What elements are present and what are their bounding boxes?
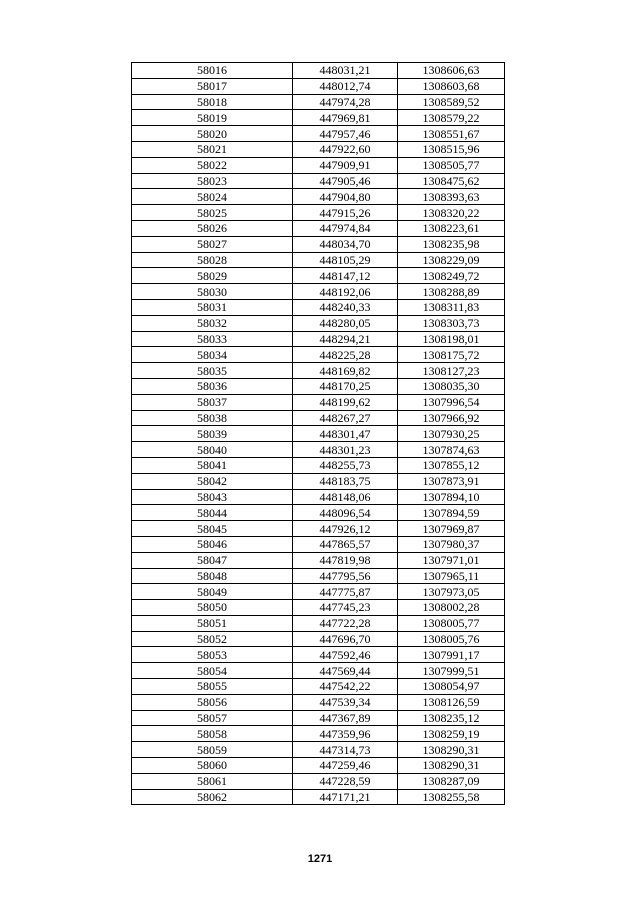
x-coordinate-cell: 447915,26 (293, 205, 398, 221)
x-coordinate-cell: 447539,34 (293, 694, 398, 710)
y-coordinate-cell: 1307980,37 (398, 536, 505, 552)
table-row (132, 600, 505, 616)
x-coordinate-cell: 448148,06 (293, 489, 398, 505)
y-coordinate-cell: 1308198,01 (398, 331, 505, 347)
point-id-cell: 58039 (132, 426, 293, 442)
table-row (132, 505, 505, 521)
table-row (132, 473, 505, 489)
point-id-cell: 58029 (132, 268, 293, 284)
x-coordinate-cell: 448096,54 (293, 505, 398, 521)
table-row (132, 236, 505, 252)
y-coordinate-cell: 1308054,97 (398, 679, 505, 695)
point-id-cell: 58047 (132, 552, 293, 568)
y-coordinate-cell: 1308393,63 (398, 189, 505, 205)
y-coordinate-cell: 1308229,09 (398, 252, 505, 268)
x-coordinate-cell: 447228,59 (293, 773, 398, 789)
point-id-cell: 58024 (132, 189, 293, 205)
point-id-cell: 58032 (132, 315, 293, 331)
point-id-cell: 58040 (132, 442, 293, 458)
y-coordinate-cell: 1308126,59 (398, 694, 505, 710)
table-row (132, 157, 505, 173)
point-id-cell: 58031 (132, 299, 293, 315)
y-coordinate-cell: 1307873,91 (398, 473, 505, 489)
y-coordinate-cell: 1308288,89 (398, 284, 505, 300)
table-row (132, 410, 505, 426)
point-id-cell: 58021 (132, 141, 293, 157)
y-coordinate-cell: 1308223,61 (398, 220, 505, 236)
table-row (132, 331, 505, 347)
point-id-cell: 58048 (132, 568, 293, 584)
point-id-cell: 58051 (132, 615, 293, 631)
y-coordinate-cell: 1307894,10 (398, 489, 505, 505)
x-coordinate-cell: 448301,47 (293, 426, 398, 442)
x-coordinate-cell: 448255,73 (293, 457, 398, 473)
table-row (132, 710, 505, 726)
x-coordinate-cell: 447926,12 (293, 521, 398, 537)
table-row (132, 631, 505, 647)
x-coordinate-cell: 447969,81 (293, 110, 398, 126)
point-id-cell: 58018 (132, 94, 293, 110)
y-coordinate-cell: 1307991,17 (398, 647, 505, 663)
y-coordinate-cell: 1308175,72 (398, 347, 505, 363)
table-row (132, 141, 505, 157)
x-coordinate-cell: 448280,05 (293, 315, 398, 331)
y-coordinate-cell: 1308259,19 (398, 726, 505, 742)
y-coordinate-cell: 1307999,51 (398, 663, 505, 679)
table-row (132, 726, 505, 742)
x-coordinate-cell: 447795,56 (293, 568, 398, 584)
point-id-cell: 58057 (132, 710, 293, 726)
table-row (132, 63, 505, 79)
x-coordinate-cell: 447957,46 (293, 126, 398, 142)
point-id-cell: 58025 (132, 205, 293, 221)
y-coordinate-cell: 1308287,09 (398, 773, 505, 789)
y-coordinate-cell: 1307930,25 (398, 426, 505, 442)
x-coordinate-cell: 448267,27 (293, 410, 398, 426)
y-coordinate-cell: 1307973,05 (398, 584, 505, 600)
y-coordinate-cell: 1307874,63 (398, 442, 505, 458)
table-row (132, 205, 505, 221)
x-coordinate-cell: 447259,46 (293, 758, 398, 774)
x-coordinate-cell: 447775,87 (293, 584, 398, 600)
point-id-cell: 58044 (132, 505, 293, 521)
y-coordinate-cell: 1308235,12 (398, 710, 505, 726)
point-id-cell: 58061 (132, 773, 293, 789)
y-coordinate-cell: 1308551,67 (398, 126, 505, 142)
point-id-cell: 58050 (132, 600, 293, 616)
point-id-cell: 58020 (132, 126, 293, 142)
table-row (132, 679, 505, 695)
x-coordinate-cell: 447745,23 (293, 600, 398, 616)
table-row (132, 173, 505, 189)
x-coordinate-cell: 447905,46 (293, 173, 398, 189)
x-coordinate-cell: 448031,21 (293, 63, 398, 79)
table-row (132, 584, 505, 600)
point-id-cell: 58027 (132, 236, 293, 252)
y-coordinate-cell: 1308475,62 (398, 173, 505, 189)
y-coordinate-cell: 1307996,54 (398, 394, 505, 410)
point-id-cell: 58019 (132, 110, 293, 126)
table-row (132, 394, 505, 410)
x-coordinate-cell: 448012,74 (293, 78, 398, 94)
x-coordinate-cell: 448192,06 (293, 284, 398, 300)
table-row (132, 489, 505, 505)
point-id-cell: 58058 (132, 726, 293, 742)
y-coordinate-cell: 1308290,31 (398, 742, 505, 758)
x-coordinate-cell: 447569,44 (293, 663, 398, 679)
y-coordinate-cell: 1308320,22 (398, 205, 505, 221)
x-coordinate-cell: 447542,22 (293, 679, 398, 695)
table-row (132, 94, 505, 110)
point-id-cell: 58022 (132, 157, 293, 173)
point-id-cell: 58016 (132, 63, 293, 79)
coordinates-table-body (132, 63, 505, 805)
x-coordinate-cell: 447171,21 (293, 789, 398, 805)
table-row (132, 363, 505, 379)
x-coordinate-cell: 448225,28 (293, 347, 398, 363)
point-id-cell: 58035 (132, 363, 293, 379)
point-id-cell: 58042 (132, 473, 293, 489)
x-coordinate-cell: 448169,82 (293, 363, 398, 379)
table-row (132, 252, 505, 268)
y-coordinate-cell: 1308589,52 (398, 94, 505, 110)
x-coordinate-cell: 448105,29 (293, 252, 398, 268)
table-row (132, 568, 505, 584)
x-coordinate-cell: 448034,70 (293, 236, 398, 252)
table-row (132, 521, 505, 537)
y-coordinate-cell: 1307966,92 (398, 410, 505, 426)
point-id-cell: 58054 (132, 663, 293, 679)
point-id-cell: 58017 (132, 78, 293, 94)
point-id-cell: 58046 (132, 536, 293, 552)
table-row (132, 378, 505, 394)
point-id-cell: 58030 (132, 284, 293, 300)
x-coordinate-cell: 448294,21 (293, 331, 398, 347)
x-coordinate-cell: 447367,89 (293, 710, 398, 726)
point-id-cell: 58036 (132, 378, 293, 394)
point-id-cell: 58028 (132, 252, 293, 268)
point-id-cell: 58060 (132, 758, 293, 774)
y-coordinate-cell: 1307969,87 (398, 521, 505, 537)
x-coordinate-cell: 447974,84 (293, 220, 398, 236)
y-coordinate-cell: 1308290,31 (398, 758, 505, 774)
table-row (132, 220, 505, 236)
table-row (132, 299, 505, 315)
point-id-cell: 58043 (132, 489, 293, 505)
table-row (132, 126, 505, 142)
y-coordinate-cell: 1308603,68 (398, 78, 505, 94)
y-coordinate-cell: 1307894,59 (398, 505, 505, 521)
point-id-cell: 58045 (132, 521, 293, 537)
table-row (132, 426, 505, 442)
coordinates-table (131, 62, 505, 805)
table-row (132, 773, 505, 789)
point-id-cell: 58049 (132, 584, 293, 600)
x-coordinate-cell: 447696,70 (293, 631, 398, 647)
point-id-cell: 58033 (132, 331, 293, 347)
x-coordinate-cell: 447974,28 (293, 94, 398, 110)
table-row (132, 758, 505, 774)
point-id-cell: 58023 (132, 173, 293, 189)
x-coordinate-cell: 447909,91 (293, 157, 398, 173)
point-id-cell: 58026 (132, 220, 293, 236)
table-row (132, 552, 505, 568)
y-coordinate-cell: 1308127,23 (398, 363, 505, 379)
table-row (132, 789, 505, 805)
y-coordinate-cell: 1308579,22 (398, 110, 505, 126)
y-coordinate-cell: 1308311,83 (398, 299, 505, 315)
point-id-cell: 58055 (132, 679, 293, 695)
y-coordinate-cell: 1308515,96 (398, 141, 505, 157)
y-coordinate-cell: 1308005,76 (398, 631, 505, 647)
y-coordinate-cell: 1308235,98 (398, 236, 505, 252)
table-row (132, 663, 505, 679)
point-id-cell: 58034 (132, 347, 293, 363)
x-coordinate-cell: 447819,98 (293, 552, 398, 568)
x-coordinate-cell: 448240,33 (293, 299, 398, 315)
table-row (132, 442, 505, 458)
x-coordinate-cell: 447592,46 (293, 647, 398, 663)
x-coordinate-cell: 448199,62 (293, 394, 398, 410)
x-coordinate-cell: 447722,28 (293, 615, 398, 631)
table-row (132, 536, 505, 552)
x-coordinate-cell: 447314,73 (293, 742, 398, 758)
x-coordinate-cell: 447359,96 (293, 726, 398, 742)
x-coordinate-cell: 448183,75 (293, 473, 398, 489)
x-coordinate-cell: 448147,12 (293, 268, 398, 284)
y-coordinate-cell: 1308249,72 (398, 268, 505, 284)
y-coordinate-cell: 1307965,11 (398, 568, 505, 584)
y-coordinate-cell: 1307855,12 (398, 457, 505, 473)
point-id-cell: 58037 (132, 394, 293, 410)
table-row (132, 457, 505, 473)
point-id-cell: 58059 (132, 742, 293, 758)
point-id-cell: 58052 (132, 631, 293, 647)
table-row (132, 647, 505, 663)
y-coordinate-cell: 1307971,01 (398, 552, 505, 568)
point-id-cell: 58041 (132, 457, 293, 473)
x-coordinate-cell: 447922,60 (293, 141, 398, 157)
page-number: 1271 (307, 853, 333, 865)
y-coordinate-cell: 1308303,73 (398, 315, 505, 331)
table-row (132, 615, 505, 631)
y-coordinate-cell: 1308255,58 (398, 789, 505, 805)
x-coordinate-cell: 448301,23 (293, 442, 398, 458)
point-id-cell: 58038 (132, 410, 293, 426)
table-row (132, 78, 505, 94)
point-id-cell: 58053 (132, 647, 293, 663)
table-row (132, 189, 505, 205)
y-coordinate-cell: 1308035,30 (398, 378, 505, 394)
point-id-cell: 58056 (132, 694, 293, 710)
table-row (132, 110, 505, 126)
y-coordinate-cell: 1308505,77 (398, 157, 505, 173)
y-coordinate-cell: 1308005,77 (398, 615, 505, 631)
table-row (132, 742, 505, 758)
y-coordinate-cell: 1308002,28 (398, 600, 505, 616)
table-row (132, 315, 505, 331)
table-row (132, 347, 505, 363)
table-row (132, 694, 505, 710)
y-coordinate-cell: 1308606,63 (398, 63, 505, 79)
x-coordinate-cell: 447865,57 (293, 536, 398, 552)
point-id-cell: 58062 (132, 789, 293, 805)
table-row (132, 268, 505, 284)
x-coordinate-cell: 447904,80 (293, 189, 398, 205)
x-coordinate-cell: 448170,25 (293, 378, 398, 394)
table-row (132, 284, 505, 300)
